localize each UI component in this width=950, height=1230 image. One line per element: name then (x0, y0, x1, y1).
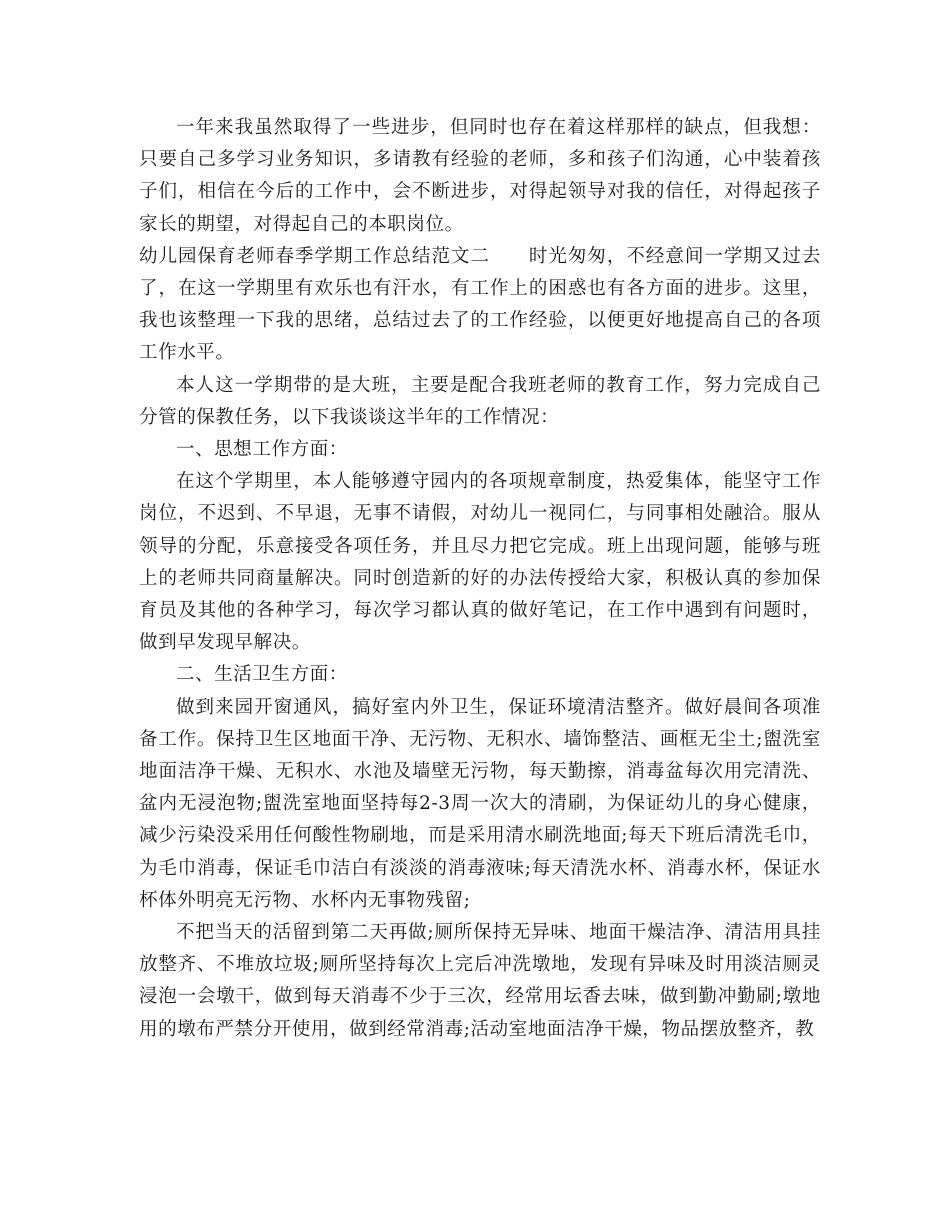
section-heading-hygiene: 二、生活卫生方面： (176, 664, 348, 686)
section-heading-thought-work: 一、思想工作方面： (176, 439, 348, 461)
paragraph-summary-closing: 一年来我虽然取得了一些进步，但同时也存在着这样那样的缺点，但我想：只要自己多学习业务知识，多请教有经验的老师，多和孩子们沟通，心中装着孩子们，相信在今后的工作中，会不断进步，对得起领导对我的信任，对得起孩子家长的期望，对得起自己的本职岗位。 (139, 117, 821, 235)
document-body (139, 112, 821, 1046)
paragraph-hygiene-2: 不把当天的活留到第二天再做;厕所保持无异味、地面干燥洁净、清洁用具挂放整齐、不堆放垃圾;厕所坚持每次上完后冲洗墩地，发现有异味及时用淡洁厕灵浸泡一会墩干，做到每天消毒不少于三次，经常用坛香去味，做到勤冲勤刷;墩地用的墩布严禁分开使用，做到经常消毒;活动室地面洁净干燥，物品摆放整齐，教 (139, 922, 821, 1040)
paragraph-thought-work: 在这个学期里，本人能够遵守园内的各项规章制度，热爱集体，能坚守工作岗位，不迟到、不早退，无事不请假，对幼儿一视同仁，与同事相处融洽。服从领导的分配，乐意接受各项任务，并且尽力把它完成。班上出现问题，能够与班上的老师共同商量解决。同时创造新的好的办法传授给大家，积极认真的参加保育员及其他的各种学习，每次学习都认真的做好笔记，在工作中遇到有问题时，做到早发现早解决。 (139, 471, 821, 654)
paragraph-class-duties: 本人这一学期带的是大班，主要是配合我班老师的教育工作，努力完成自己分管的保教任务，以下我谈谈这半年的工作情况： (139, 374, 821, 428)
paragraph-hygiene-1: 做到来园开窗通风，搞好室内外卫生，保证环境清洁整齐。做好晨间各项准备工作。保持卫生区地面干净、无污物、无积水、墙饰整洁、画框无尘土;盥洗室地面洁净干燥、无积水、水池及墙壁无污物，每天勤擦，消毒盆每次用完清洗、盆内无浸泡物;盥洗室地面坚持每2-3周一次大的清刷，为保证幼儿的身心健康，减少污染没采用任何酸性物刷地，而是采用清水刷洗地面;每天下班后清洗毛巾，为毛巾消毒，保证毛巾洁白有淡淡的消毒液味;每天清洗水杯、消毒水杯，保证水杯体外明亮无污物、水杯内无事物残留; (139, 696, 821, 911)
paragraph-title-and-intro: 幼儿园保育老师春季学期工作总结范文二 时光匆匆，不经意间一学期又过去了，在这一学期里有欢乐也有汗水，有工作上的困惑也有各方面的进步。这里，我也该整理一下我的思绪，总结过去了的工作经验，以便更好地提高自己的各项工作水平。 (139, 245, 821, 364)
